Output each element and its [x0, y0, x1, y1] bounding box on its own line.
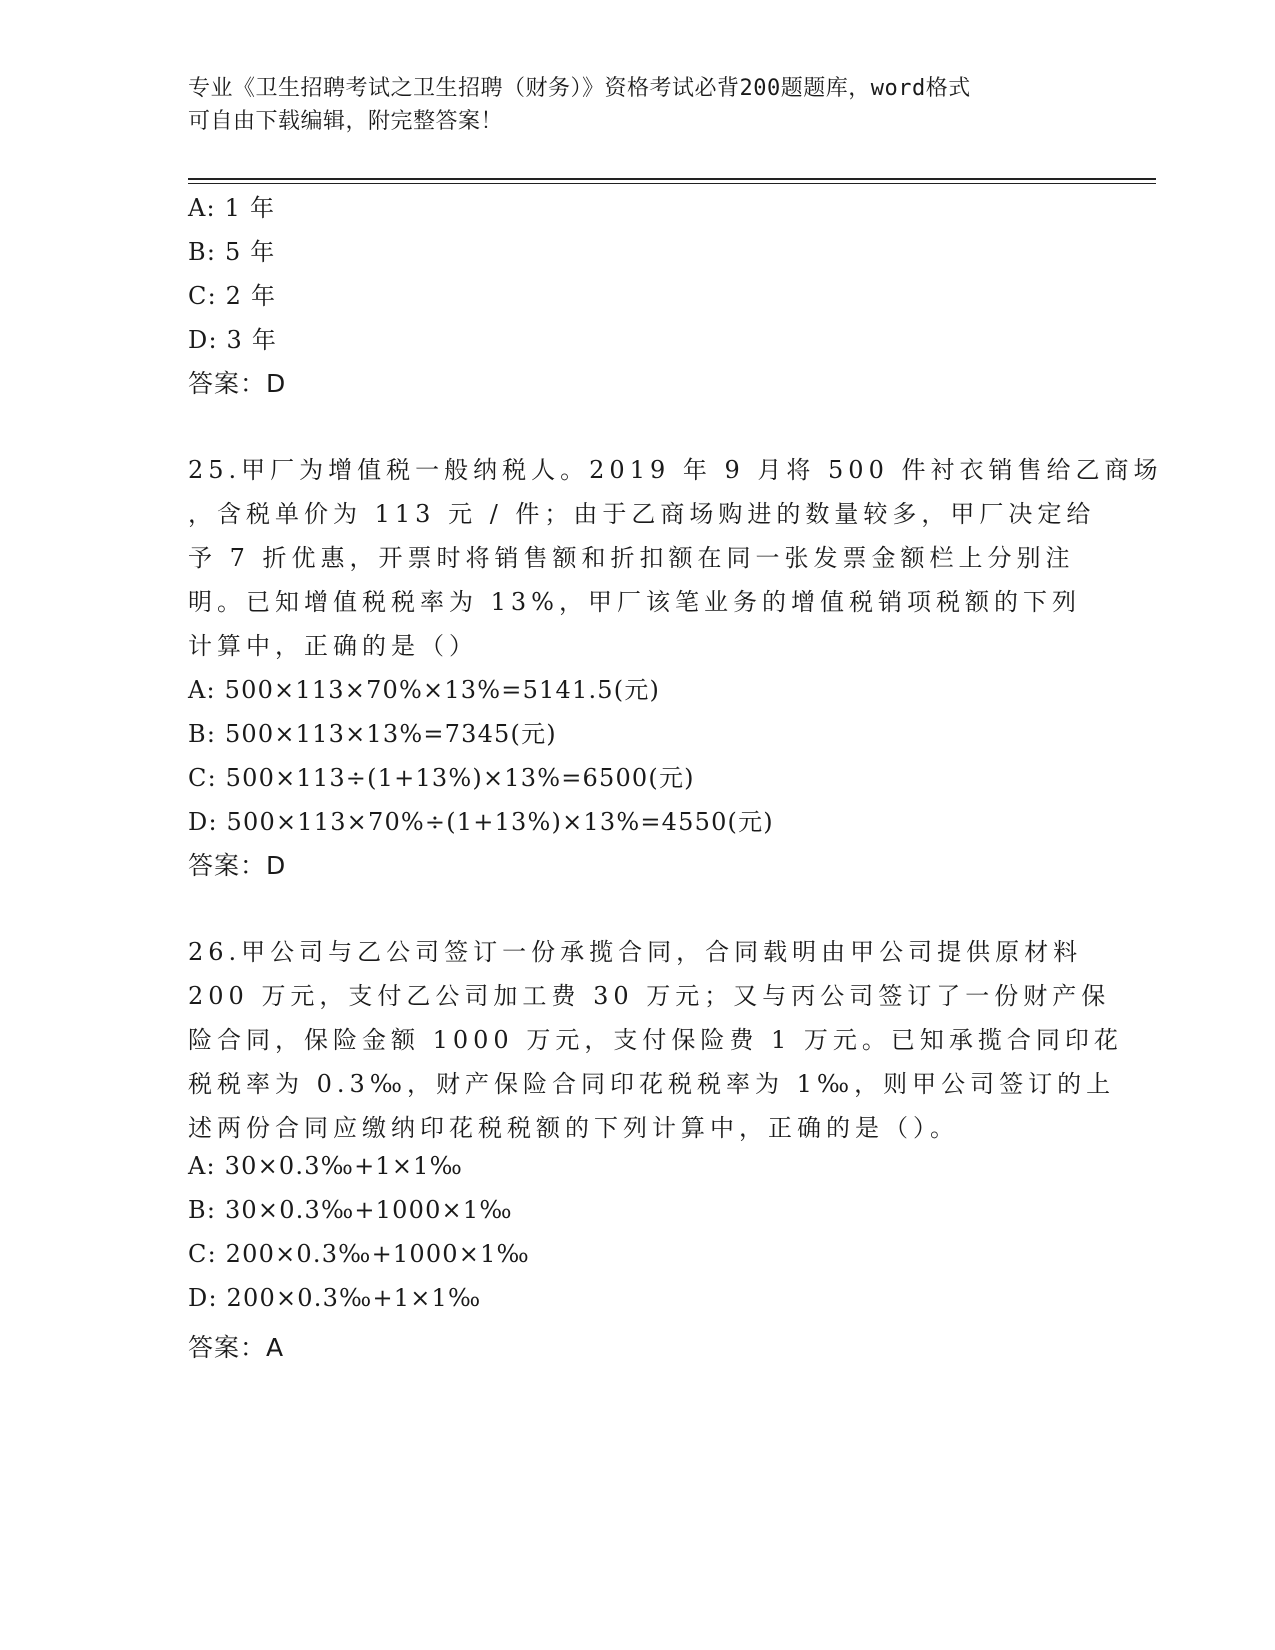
q25-text-line-2: ，含税单价为 113 元 / 件；由于乙商场购进的数量较多，甲厂决定给 — [188, 500, 1096, 528]
q26-option-d: D: 200×0.3‰+1×1‰ — [188, 1284, 482, 1312]
prev-option-c: C: 2 年 — [188, 282, 277, 310]
prev-option-a: A: 1 年 — [188, 194, 276, 222]
q26-text-line-5: 述两份合同应缴纳印花税税额的下列计算中，正确的是（）。 — [188, 1114, 959, 1142]
header-line-1: 专业《卫生招聘考试之卫生招聘（财务）》资格考试必背200题题库，word格式 — [188, 76, 971, 101]
q26-text-line-3: 险合同，保险金额 1000 万元，支付保险费 1 万元。已知承揽合同印花 — [188, 1026, 1123, 1054]
prev-answer: 答案：D — [188, 369, 287, 398]
q26-answer: 答案：A — [188, 1333, 285, 1362]
q26-text-line-2: 200 万元，支付乙公司加工费 30 万元；又与丙公司签订了一份财产保 — [188, 982, 1111, 1010]
q25-option-b: B: 500×113×13%=7345(元) — [188, 720, 557, 748]
q25-option-a: A: 500×113×70%×13%=5141.5(元) — [188, 676, 661, 704]
q25-text-line-1: 25.甲厂为增值税一般纳税人。2019 年 9 月将 500 件衬衣销售给乙商场 — [188, 456, 1163, 484]
q25-text-line-5: 计算中，正确的是（） — [188, 632, 478, 660]
q26-text-line-1: 26.甲公司与乙公司签订一份承揽合同，合同载明由甲公司提供原材料 — [188, 938, 1083, 966]
prev-option-d: D: 3 年 — [188, 326, 278, 354]
q26-option-a: A: 30×0.3‰+1×1‰ — [188, 1152, 464, 1180]
q26-option-b: B: 30×0.3‰+1000×1‰ — [188, 1196, 513, 1224]
q25-text-line-4: 明。已知增值税税率为 13%，甲厂该笔业务的增值税销项税额的下列 — [188, 588, 1081, 616]
q26-option-c: C: 200×0.3‰+1000×1‰ — [188, 1240, 530, 1268]
document-header — [188, 72, 1078, 138]
header-line-2: 可自由下载编辑，附完整答案！ — [188, 109, 504, 134]
q25-option-c: C: 500×113÷(1+13%)×13%=6500(元) — [188, 764, 695, 792]
prev-option-b: B: 5 年 — [188, 238, 276, 266]
q25-text-line-3: 予 7 折优惠，开票时将销售额和折扣额在同一张发票金额栏上分别注 — [188, 544, 1075, 572]
header-divider-thin — [188, 183, 1156, 184]
q25-answer: 答案：D — [188, 851, 287, 880]
header-divider-thick — [188, 178, 1156, 180]
q26-text-line-4: 税税率为 0.3‰，财产保险合同印花税税率为 1‰，则甲公司签订的上 — [188, 1070, 1116, 1098]
q25-option-d: D: 500×113×70%÷(1+13%)×13%=4550(元) — [188, 808, 774, 836]
